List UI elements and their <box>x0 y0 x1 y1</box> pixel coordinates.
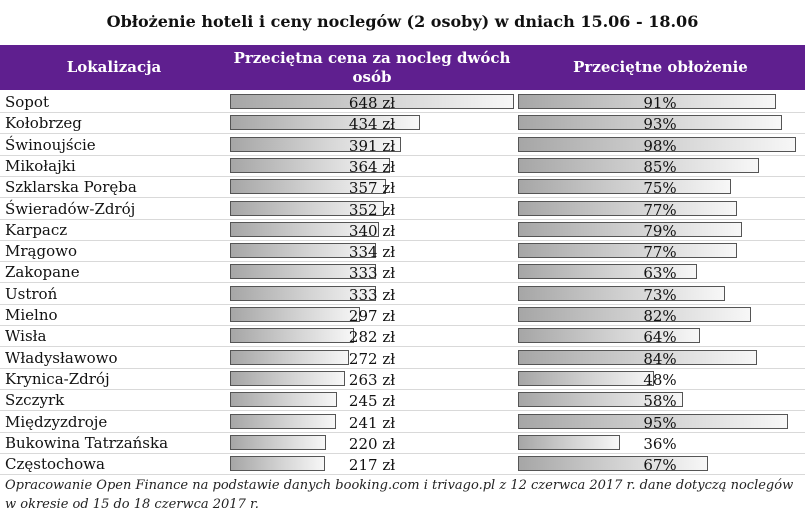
header-location: Lokalizacja <box>66 58 162 76</box>
occupancy-bar <box>518 371 654 386</box>
table-row <box>0 198 805 220</box>
price-bar <box>230 456 325 471</box>
table-row <box>0 368 805 390</box>
price-value: 391 zł <box>348 136 396 155</box>
occupancy-value: 48% <box>643 370 677 389</box>
table-row <box>0 261 805 283</box>
occupancy-value: 58% <box>643 392 677 411</box>
table-row <box>0 155 805 177</box>
price-bar <box>230 328 354 343</box>
location-label: Mielno <box>5 306 58 324</box>
occupancy-bar <box>518 243 737 258</box>
price-value: 434 zł <box>348 115 396 134</box>
occupancy-value: 63% <box>643 264 677 283</box>
price-value: 297 zł <box>348 307 396 325</box>
table-row <box>0 240 805 262</box>
price-value: 352 zł <box>348 200 396 219</box>
location-label: Świnoujście <box>5 135 96 154</box>
occupancy-value: 98% <box>643 136 677 155</box>
occupancy-value: 95% <box>643 413 677 432</box>
price-value: 648 zł <box>348 94 396 112</box>
price-value: 241 zł <box>348 413 396 432</box>
location-label: Międzyzdroje <box>5 412 108 431</box>
location-label: Bukowina Tatrzańska <box>5 433 169 452</box>
location-label: Ustroń <box>5 284 58 303</box>
price-value: 217 zł <box>348 456 396 475</box>
occupancy-value: 85% <box>643 157 677 176</box>
price-value: 357 zł <box>348 179 396 198</box>
occupancy-value: 77% <box>643 243 677 262</box>
table-row <box>0 112 805 134</box>
occupancy-value: 84% <box>643 349 677 368</box>
table-row <box>0 389 805 411</box>
table-row <box>0 325 805 347</box>
location-label: Zakopane <box>5 263 80 282</box>
occupancy-bar <box>518 435 620 450</box>
table-row <box>0 432 805 454</box>
chart-title: Obłożenie hoteli i ceny noclegów (2 osoby) w dniach 15.06 - 18.06 <box>106 12 699 31</box>
occupancy-value: 91% <box>643 94 677 112</box>
price-value: 272 zł <box>348 349 396 368</box>
price-bar <box>230 435 326 450</box>
table-row <box>0 134 805 156</box>
location-label: Mrągowo <box>5 242 77 261</box>
occupancy-value: 77% <box>643 200 677 219</box>
price-value: 263 zł <box>348 370 396 389</box>
occupancy-bar <box>518 158 759 173</box>
price-value: 340 zł <box>348 221 396 240</box>
price-bar <box>230 414 336 429</box>
occupancy-bar <box>518 201 737 216</box>
price-value: 364 zł <box>348 157 396 176</box>
location-label: Władysławowo <box>5 348 118 367</box>
location-label: Mikołajki <box>5 156 76 175</box>
table-row <box>0 453 805 475</box>
occupancy-value: 82% <box>643 307 677 325</box>
location-label: Krynica-Zdrój <box>5 369 110 388</box>
source-note: Opracowanie Open Finance na podstawie danych booking.com i trivago.pl z 12 czerwca 2017 r. dane dotyczą noclegów w okresie od 15 do 18 czerwca 2017 r. <box>5 478 794 512</box>
location-label: Karpacz <box>5 220 68 239</box>
price-bar <box>230 371 345 386</box>
header-price: Przeciętna cena za nocleg dwóch osób <box>233 48 511 86</box>
location-label: Szklarska Poręba <box>5 178 137 197</box>
occupancy-bar <box>518 286 725 301</box>
price-value: 334 zł <box>348 243 396 262</box>
occupancy-value: 79% <box>643 221 677 240</box>
location-label: Sopot <box>5 93 49 111</box>
occupancy-value: 75% <box>643 179 677 198</box>
table-row <box>0 283 805 305</box>
price-bar <box>230 350 349 365</box>
location-label: Szczyrk <box>5 391 65 410</box>
occupancy-bar <box>518 307 751 322</box>
price-bar <box>230 392 337 407</box>
occupancy-bar <box>518 222 742 237</box>
table-row <box>0 219 805 241</box>
table-row <box>0 91 805 113</box>
location-label: Częstochowa <box>5 455 105 474</box>
occupancy-value: 73% <box>643 285 677 304</box>
price-value: 333 zł <box>348 264 396 283</box>
location-label: Kołobrzeg <box>5 114 82 133</box>
price-value: 220 zł <box>348 434 396 453</box>
occupancy-bar <box>518 350 757 365</box>
occupancy-value: 36% <box>643 434 677 453</box>
location-label: Wisła <box>5 327 47 346</box>
table-row <box>0 411 805 433</box>
occupancy-value: 93% <box>643 115 677 134</box>
price-bar <box>230 307 360 322</box>
price-value: 245 zł <box>348 392 396 411</box>
price-value: 333 zł <box>348 285 396 304</box>
occupancy-bar <box>518 179 731 194</box>
price-value: 282 zł <box>348 328 396 347</box>
location-label: Świeradów-Zdrój <box>5 199 136 218</box>
table-row <box>0 347 805 369</box>
table-row <box>0 176 805 198</box>
occupancy-bar <box>518 456 708 471</box>
table-header <box>0 45 805 90</box>
occupancy-value: 67% <box>643 456 677 475</box>
occupancy-value: 64% <box>643 328 677 347</box>
table-row <box>0 304 805 326</box>
header-occupancy: Przeciętne obłożenie <box>573 58 748 76</box>
